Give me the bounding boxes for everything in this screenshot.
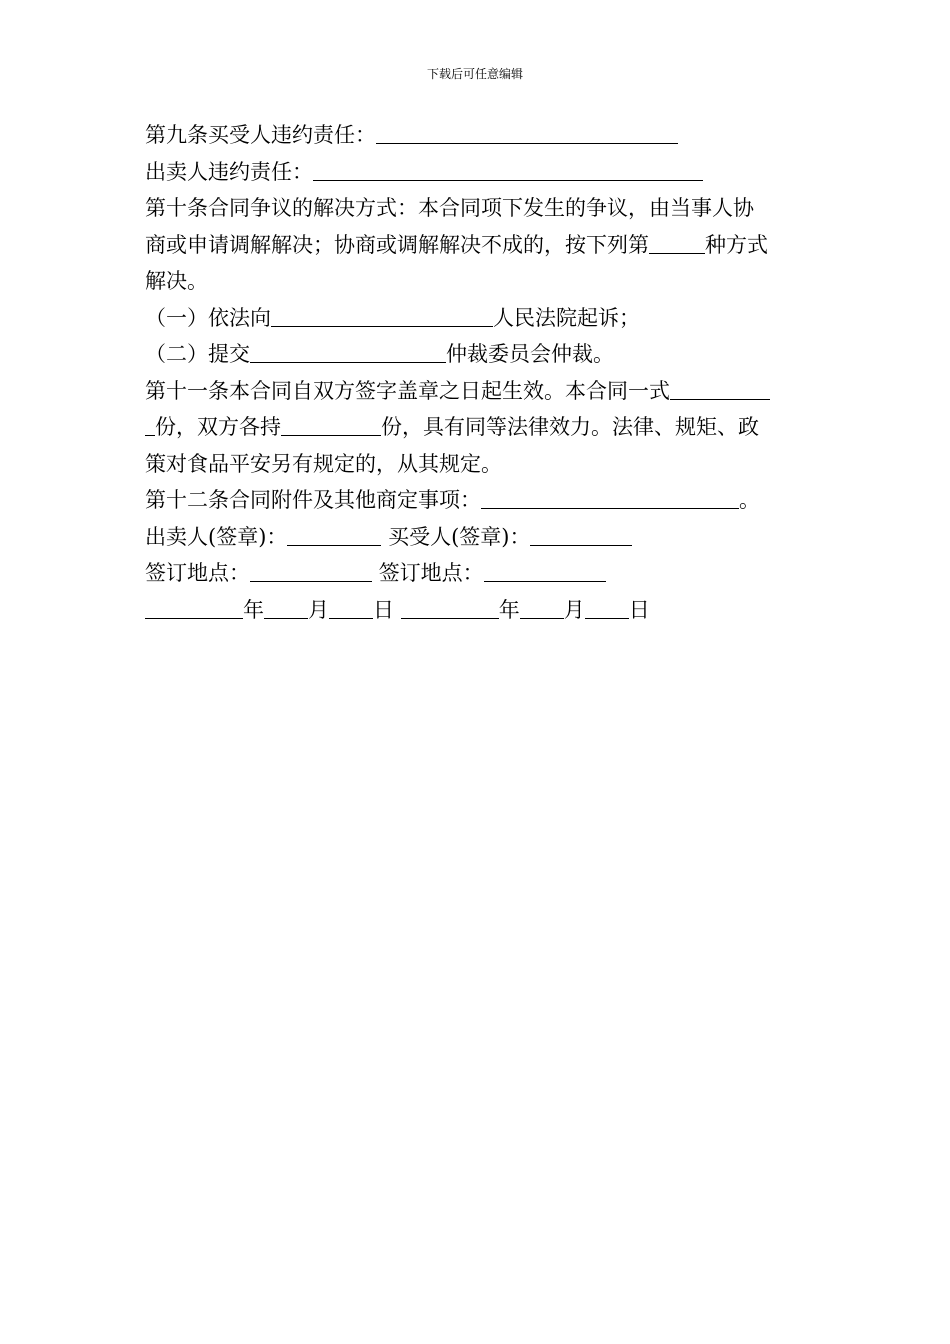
clause-11-text-1: 第十一条本合同自双方签字盖章之日起生效。本合同一式 — [145, 378, 670, 403]
clause-11-text-2b: 份，具有同等法律效力。法律、规矩、政 — [381, 415, 759, 439]
clause-9-buyer-label: 第九条买受人违约责任： — [145, 123, 376, 147]
clause-11-text-2a: 份，双方各持 — [155, 415, 281, 439]
dispute-method-blank[interactable] — [649, 231, 705, 254]
seller-year-label: 年 — [243, 597, 264, 622]
clause-10-line-1 — [145, 190, 807, 227]
buyer-year-blank[interactable] — [401, 596, 499, 619]
seller-month-label: 月 — [308, 597, 329, 622]
attachments-blank[interactable] — [481, 486, 739, 509]
seller-month-blank[interactable] — [264, 596, 308, 619]
contract-body — [145, 117, 807, 628]
copies-total-blank[interactable] — [670, 377, 770, 400]
seller-signature-label: 出卖人(签章)： — [145, 524, 288, 549]
seller-day-label: 日 — [373, 597, 394, 622]
seller-year-blank[interactable] — [145, 596, 243, 619]
signing-place-row — [145, 555, 807, 592]
option-1-court — [145, 300, 807, 337]
clause-10-text-2a: 商或申请调解解决；协商或调解解决不成的，按下列第 — [145, 232, 649, 257]
buyer-liability-blank[interactable] — [376, 121, 678, 144]
clause-11-line-3 — [145, 446, 807, 483]
buyer-day-blank[interactable] — [585, 596, 629, 619]
signing-place-label-2: 签订地点： — [378, 561, 484, 585]
signing-place-blank-2[interactable] — [484, 559, 606, 582]
clause-11-line-2 — [145, 409, 807, 446]
buyer-signature-blank[interactable] — [530, 523, 632, 546]
clause-9-seller-liability — [145, 154, 807, 191]
page-header-note: 下载后可任意编辑 — [426, 67, 523, 81]
seller-signature-blank[interactable] — [287, 523, 381, 546]
buyer-signature-label: 买受人(签章)： — [388, 524, 531, 549]
option-2-arbitration — [145, 336, 807, 373]
seller-day-blank[interactable] — [329, 596, 373, 619]
clause-10-text-2b: 种方式 — [705, 232, 768, 257]
clause-11-text-3: 策对食品平安另有规定的，从其规定。 — [145, 451, 502, 476]
copies-total-blank-continued[interactable] — [145, 413, 155, 436]
clause-10-text-3: 解决。 — [145, 269, 208, 293]
signature-row — [145, 519, 807, 556]
clause-10-line-3 — [145, 263, 807, 300]
signing-place-label-1: 签订地点： — [145, 561, 250, 585]
clause-12-text-b: 。 — [739, 488, 760, 512]
clause-12 — [145, 482, 807, 519]
clause-9-buyer-liability — [145, 117, 807, 154]
buyer-month-label: 月 — [563, 597, 585, 622]
clause-10-text-1: 第十条合同争议的解决方式：本合同项下发生的争议，由当事人协 — [145, 196, 754, 220]
clause-10-line-2 — [145, 227, 807, 264]
clause-11-line-1 — [145, 373, 807, 410]
signing-place-blank-1[interactable] — [250, 559, 372, 582]
arbitration-commission-blank[interactable] — [250, 340, 446, 363]
seller-liability-blank[interactable] — [313, 158, 703, 181]
option-2-text-a: （二）提交 — [145, 342, 250, 366]
date-row — [145, 592, 807, 629]
copies-each-blank[interactable] — [281, 413, 381, 436]
buyer-day-label: 日 — [628, 597, 650, 622]
option-1-text-a: （一）依法向 — [145, 305, 271, 330]
option-1-text-b: 人民法院起诉； — [493, 305, 640, 330]
clause-12-text-a: 第十二条合同附件及其他商定事项： — [145, 488, 481, 512]
option-2-text-b: 仲裁委员会仲裁。 — [446, 342, 614, 366]
buyer-year-label: 年 — [498, 597, 520, 622]
buyer-month-blank[interactable] — [520, 596, 564, 619]
clause-9-seller-label: 出卖人违约责任： — [145, 159, 313, 184]
court-name-blank[interactable] — [271, 304, 493, 327]
